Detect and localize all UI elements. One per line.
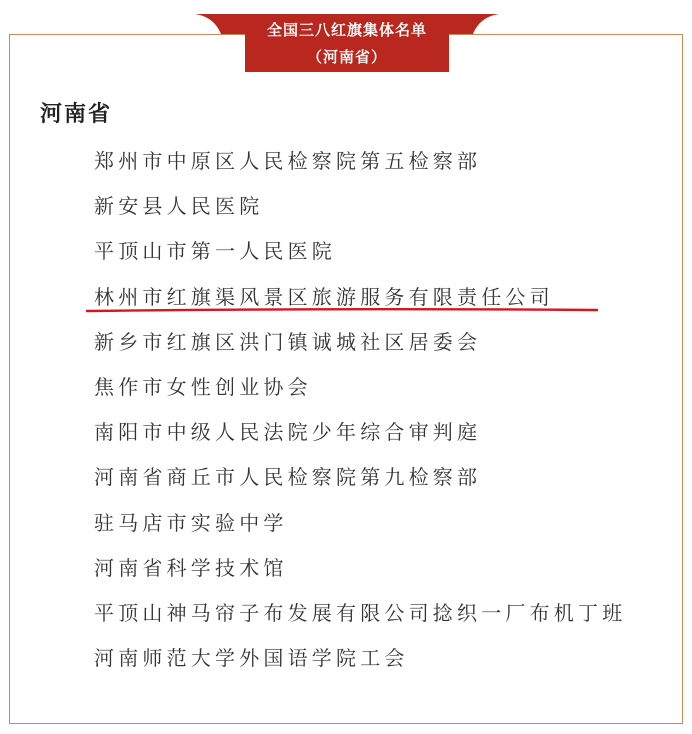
list-item-highlighted: 林州市红旗渠风景区旅游服务有限责任公司 [94,284,554,309]
list-item: 郑州市中原区人民检察院第五检察部 [94,149,482,173]
list-item: 河南省科学技术馆 [94,555,288,580]
title-banner [195,14,499,72]
list-item: 新乡市红旗区洪门镇诚城社区居委会 [94,329,482,354]
list-item: 平顶山市第一人民医院 [94,239,336,264]
banner-title: 全国三八红旗集体名单 [266,21,427,39]
list-item: 焦作市女性创业协会 [94,374,312,399]
list-item: 新安县人民医院 [94,194,264,219]
list-item: 河南省商丘市人民检察院第九检察部 [94,465,482,490]
list-item: 河南师范大学外国语学院工会 [94,646,409,671]
province-heading: 河南省 [40,102,113,127]
banner-subtitle: （河南省） [306,48,387,66]
red-underline [86,307,598,313]
unit-list [94,146,626,688]
list-item: 驻马店市实验中学 [94,510,288,535]
list-item: 平顶山神马帘子布发展有限公司捻织一厂布机丁班 [94,600,627,625]
list-item: 南阳市中级人民法院少年综合审判庭 [94,420,482,445]
